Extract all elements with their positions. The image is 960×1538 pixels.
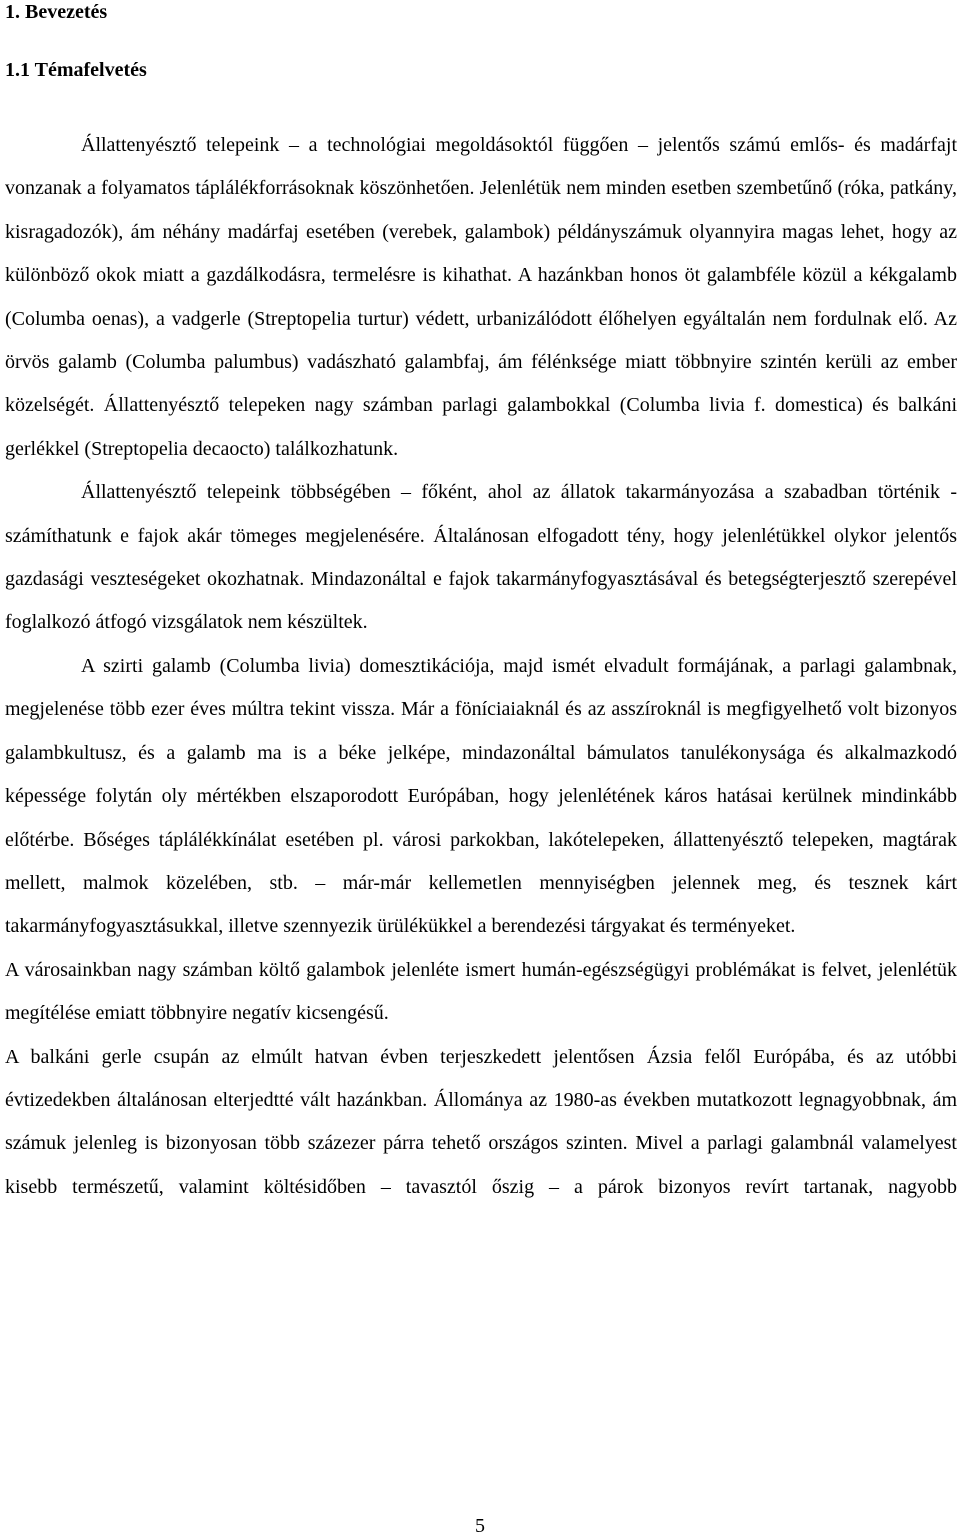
paragraph-1: Állattenyésztő telepeink – a technológiai megoldásoktól függően – jelentős számú emlős- és madárfajt vonzanak a folyamatos táplálékforrásoknak köszönhetően. Jelenlétük nem minden esetben szembetűnő (róka, patkány, kisragadozók), ám néhány madárfaj esetében (verebek, galambok) példányszámuk olyannyira magas lehet, hogy az különböző okok miatt a gazdálkodásra, termelésre is kihathat. A hazánkban honos öt galambféle közül a kékgalamb (Columba oenas), a vadgerle (Streptopelia turtur) védett, urbanizálódott élőhelyen egyáltalán nem fordulnak elő. Az örvös galamb (Columba palumbus) vadászható galambfaj, ám félénksége miatt többnyire szintén kerüli az ember közelségét. Állattenyésztő telepeken nagy számban parlagi galambokkal (Columba livia f. domestica) és balkáni gerlékkel (Streptopelia decaocto) találkozhatunk. [5,134,957,460]
document-page [5,0,957,1209]
paragraph-2: Állattenyésztő telepeink többségében – főként, ahol az állatok takarmányozása a szabadban történik - számíthatunk e fajok akár tömeges megjelenésére. Általánosan elfogadott tény, hogy jelenlétükkel olykor jelentős gazdasági veszteségeket okozhatnak. Mindazonáltal e fajok takarmányfogyasztásával és betegségterjesztő szerepével foglalkozó átfogó vizsgálatok nem készültek. [5,481,957,634]
chapter-heading: 1. Bevezetés [5,1,108,23]
paragraph-4: A városainkban nagy számban költő galambok jelenléte ismert humán-egészségügyi problémákat is felvet, jelenlétük megítélése emiatt többnyire negatív kicsengésű. [5,958,957,1025]
paragraph-5: A balkáni gerle csupán az elmúlt hatvan évben terjeszkedett jelentősen Ázsia felől Európába, és az utóbbi évtizedekben általánosan elterjedtté vált hazánkban. Állománya az 1980-as években mutatkozott legnagyobbnak, ám számuk jelenleg is bizonyosan több százezer párra tehető országos szinten. Mivel a parlagi galambnál valamelyest kisebb természetű, valamint költésidőben – tavasztól őszig – a párok bizonyos revírt tartanak, nagyobb [5,1045,957,1198]
body-text [5,124,957,1209]
page-number: 5 [475,1515,485,1537]
section-heading: 1.1 Témafelvetés [5,59,147,81]
paragraph-3: A szirti galamb (Columba livia) domesztikációja, majd ismét elvadult formájának, a parlagi galambnak, megjelenése több ezer éves múltra tekint vissza. Már a föníciaiaknál és az asszíroknál is megfigyelhető volt bizonyos galambkultusz, és a galamb ma is a béke jelképe, mindazonáltal bámulatos tanulékonysága és alkalmazkodó képessége folytán oly mértékben elszaporodott Európában, hogy jelenlétének káros hatásai kerülnek mindinkább előtérbe. Bőséges táplálékkínálat esetében pl. városi parkokban, lakótelepeken, állattenyésztő telepeken, magtárak mellett, malmok közelében, stb. – már-már kellemetlen mennyiségben jelennek meg, és tesznek kárt takarmányfogyasztásukkal, illetve szennyezik ürülékükkel a berendezési tárgyakat és terményeket. [5,654,957,938]
